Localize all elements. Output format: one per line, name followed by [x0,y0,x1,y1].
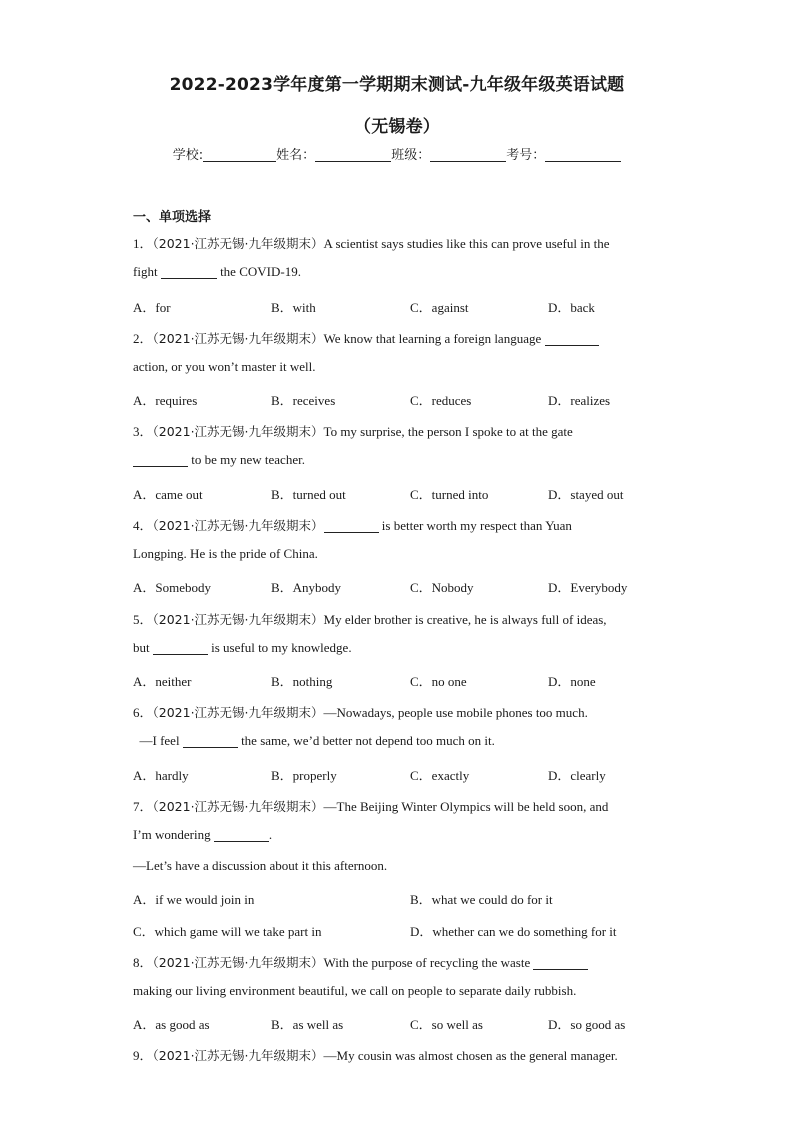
name-blank[interactable] [315,147,391,162]
option-c[interactable]: C．which game will we take part in [133,924,322,939]
number-blank[interactable] [545,147,621,162]
option-c[interactable]: C．no one [410,674,467,689]
answer-blank[interactable] [324,519,379,533]
class-label: 班级： [391,148,431,163]
option-a[interactable]: A．requires [133,393,198,408]
option-a[interactable]: A．as good as [133,1017,210,1032]
question-text: To my surprise, the person I spoke to at the gate [323,424,573,439]
option-c[interactable]: C．turned into [410,487,489,502]
option-b[interactable]: B．nothing [271,674,333,689]
option-d[interactable]: D．Everybody [548,580,628,595]
option-b[interactable]: B．Anybody [271,580,342,595]
option-b[interactable]: B．as well as [271,1017,344,1032]
option-b[interactable]: B．receives [271,393,336,408]
question-9-line-1 [133,1045,618,1064]
section-title: 一、单项选择 [133,210,212,225]
question-text: A scientist says studies like this can prove useful in the [323,236,610,251]
option-c[interactable]: C．Nobody [410,580,474,595]
question-text: but [133,640,153,655]
option-c[interactable]: C．reduces [410,393,472,408]
question-4-line-1 [133,515,572,534]
question-text: —I feel [133,733,183,748]
option-c[interactable]: C．so well as [410,1017,483,1032]
question-8-line-2: making our living environment beautiful, we call on people to separate daily rubbish. [133,983,577,998]
question-source: （2021·江苏无锡·九年级期末） [152,518,324,533]
option-b[interactable]: B．properly [271,768,337,783]
option-a[interactable]: A．for [133,300,171,315]
answer-blank[interactable] [133,453,188,467]
option-b[interactable]: B．turned out [271,487,346,502]
question-number: 7． [133,799,153,814]
answer-blank[interactable] [214,828,269,842]
question-3-line-1 [133,421,573,440]
question-text: the same, we’d better not depend too much on it. [237,733,495,748]
option-b[interactable]: B．with [271,300,316,315]
question-text: —Nowadays, people use mobile phones too much. [323,705,588,720]
option-a[interactable]: A．came out [133,487,203,502]
option-b[interactable]: B．what we could do for it [410,892,553,907]
question-source: （2021·江苏无锡·九年级期末） [152,799,324,814]
option-d[interactable]: D．stayed out [548,487,624,502]
question-text: . [268,827,273,842]
question-number: 8． [133,955,153,970]
option-d[interactable]: D．whether can we do something for it [410,924,617,939]
answer-blank[interactable] [161,265,217,279]
question-text: fight [133,264,161,279]
option-a[interactable]: A．Somebody [133,580,212,595]
answer-blank[interactable] [533,956,588,970]
answer-blank[interactable] [183,734,238,748]
option-a[interactable]: A．if we would join in [133,892,255,907]
question-text: is better worth my respect than Yuan [378,518,572,533]
question-5-line-1 [133,609,607,628]
name-label: 姓名： [276,148,316,163]
class-blank[interactable] [430,147,506,162]
option-d[interactable]: D．realizes [548,393,611,408]
question-text: —My cousin was almost chosen as the general manager. [323,1048,618,1063]
question-6-line-1 [133,702,588,721]
question-text: We know that learning a foreign language [323,331,545,346]
question-source: （2021·江苏无锡·九年级期末） [152,236,324,251]
option-d[interactable]: D．so good as [548,1017,626,1032]
question-2-line-2: action, or you won’t master it well. [133,359,316,374]
question-source: （2021·江苏无锡·九年级期末） [152,955,324,970]
question-source: （2021·江苏无锡·九年级期末） [152,1048,324,1063]
question-text: the COVID-19. [216,264,301,279]
option-d[interactable]: D．back [548,300,595,315]
question-text: —The Beijing Winter Olympics will be held soon, and [323,799,609,814]
question-5-line-2 [133,640,352,656]
option-d[interactable]: D．none [548,674,596,689]
question-4-line-2: Longping. He is the pride of China. [133,546,318,561]
student-info-line [0,144,794,163]
school-label: 学校: [172,148,204,163]
question-number: 9． [133,1048,153,1063]
question-number: 6． [133,705,153,720]
question-source: （2021·江苏无锡·九年级期末） [152,612,324,627]
question-7-line-2 [133,827,272,843]
question-number: 1． [133,236,153,251]
question-number: 4． [133,518,153,533]
option-a[interactable]: A．neither [133,674,192,689]
option-c[interactable]: C．against [410,300,469,315]
option-d[interactable]: D．clearly [548,768,606,783]
question-source: （2021·江苏无锡·九年级期末） [152,424,324,439]
question-number: 3． [133,424,153,439]
question-1-line-1 [133,233,610,252]
question-text: is useful to my knowledge. [207,640,352,655]
question-2-line-1 [133,328,599,347]
exam-title: 2022-2023学年度第一学期期末测试-九年级年级英语试题 [169,75,625,95]
question-1-line-2 [133,264,301,280]
answer-blank[interactable] [153,641,208,655]
school-blank[interactable] [203,147,276,162]
option-a[interactable]: A．hardly [133,768,189,783]
question-8-line-1 [133,952,588,971]
exam-subtitle: （无锡卷） [354,117,440,137]
question-text: My elder brother is creative, he is always full of ideas, [323,612,607,627]
question-text: I’m wondering [133,827,214,842]
question-text: to be my new teacher. [188,452,305,467]
question-number: 5． [133,612,153,627]
number-label: 考号： [506,148,546,163]
question-number: 2． [133,331,153,346]
question-3-line-2 [133,452,305,468]
question-text: With the purpose of recycling the waste [323,955,534,970]
option-c[interactable]: C．exactly [410,768,470,783]
question-7-line-3: —Let’s have a discussion about it this afternoon. [133,858,388,873]
answer-blank[interactable] [545,332,599,346]
question-source: （2021·江苏无锡·九年级期末） [152,331,324,346]
question-6-line-2 [133,733,495,749]
question-source: （2021·江苏无锡·九年级期末） [152,705,324,720]
question-7-line-1 [133,796,608,815]
